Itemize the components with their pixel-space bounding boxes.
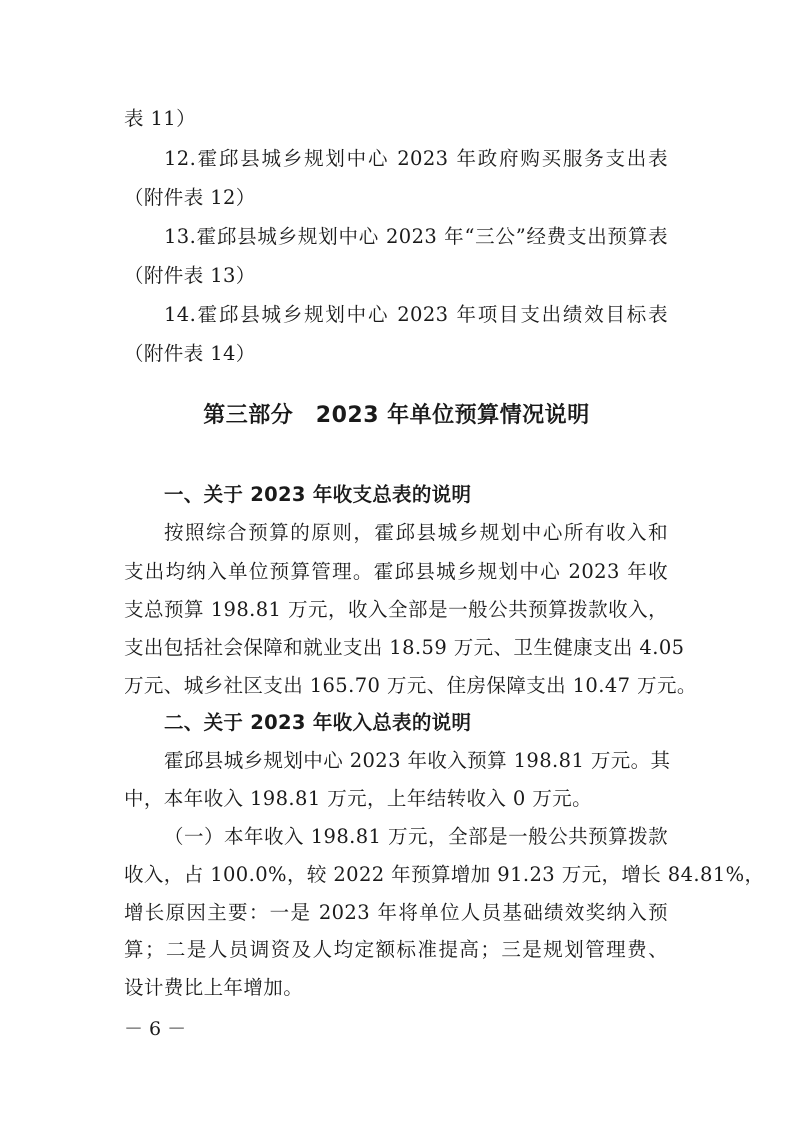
section-two-line: （一）本年收入 198.81 万元，全部是一般公共预算拨款 [164, 825, 668, 848]
section-two-title: 二、关于 2023 年收入总表的说明 [164, 711, 472, 734]
list-item-14: 14.霍邱县城乡规划中心 2023 年项目支出绩效目标表 [164, 303, 668, 326]
page-number: － 6 － [124, 1018, 187, 1040]
section-two-line: 霍邱县城乡规划中心 2023 年收入预算 198.81 万元。其 [164, 749, 671, 772]
section-two-line: 设计费比上年增加。 [124, 976, 304, 999]
section-one-line: 支总预算 198.81 万元，收入全部是一般公共预算拨款收入， [124, 598, 668, 621]
list-item-14-note: （附件表 14） [124, 342, 256, 365]
list-item-11-tail: 表 11） [124, 107, 197, 130]
section-two-line: 中，本年收入 198.81 万元，上年结转收入 0 万元。 [124, 787, 593, 810]
section-one-title: 一、关于 2023 年收支总表的说明 [164, 483, 472, 506]
list-item-13-note: （附件表 13） [124, 264, 256, 287]
list-item-12-note: （附件表 12） [124, 186, 256, 209]
section-one-line: 按照综合预算的原则，霍邱县城乡规划中心所有收入和 [164, 521, 668, 544]
list-item-13: 13.霍邱县城乡规划中心 2023 年“三公”经费支出预算表 [164, 225, 668, 248]
section-two-line: 收入，占 100.0%，较 2022 年预算增加 91.23 万元，增长 84.81%， [124, 863, 765, 886]
list-item-12: 12.霍邱县城乡规划中心 2023 年政府购买服务支出表 [164, 147, 668, 170]
section-one-line: 支出均纳入单位预算管理。霍邱县城乡规划中心 2023 年收 [124, 560, 668, 583]
part-three-heading: 第三部分 2023 年单位预算情况说明 [203, 403, 590, 428]
section-two-line: 算；二是人员调资及人均定额标准提高；三是规划管理费、 [124, 938, 668, 961]
section-two-line: 增长原因主要：一是 2023 年将单位人员基础绩效奖纳入预 [124, 901, 668, 924]
section-one-line: 万元、城乡社区支出 165.70 万元、住房保障支出 10.47 万元。 [124, 674, 697, 697]
section-one-line: 支出包括社会保障和就业支出 18.59 万元、卫生健康支出 4.05 [124, 636, 685, 659]
